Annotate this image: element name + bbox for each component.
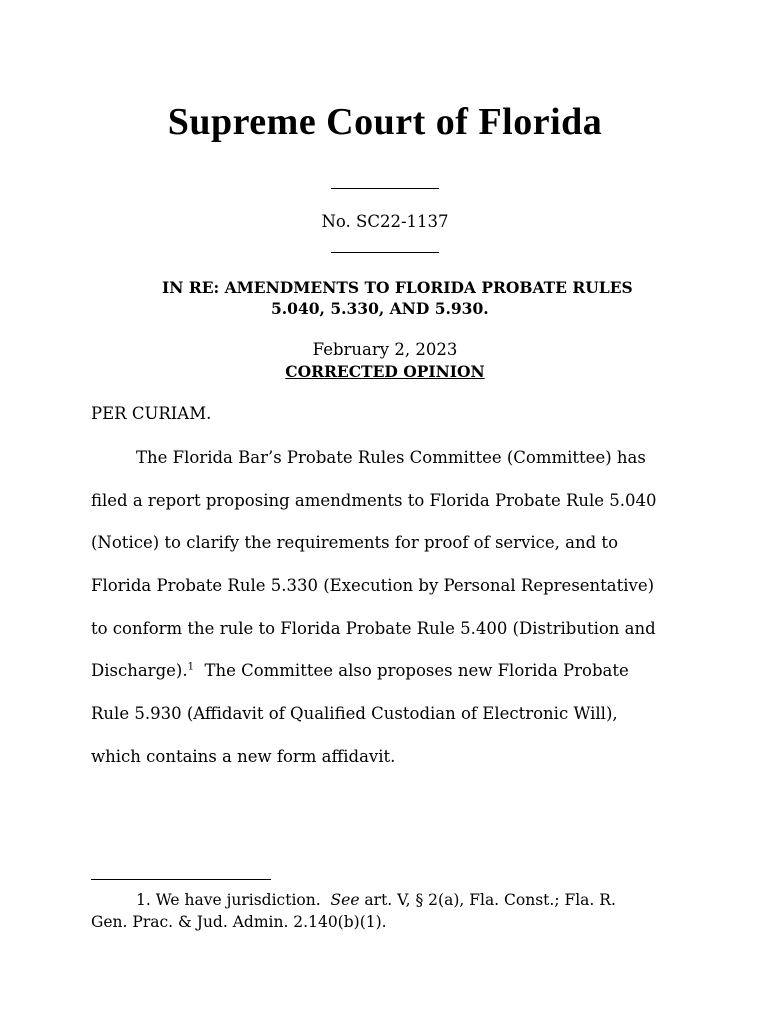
body-line — [91, 660, 691, 703]
body-text: Discharge). — [91, 661, 188, 681]
caption-line-2: 5.040, 5.330, AND 5.930. — [271, 299, 489, 318]
header-rule-bottom — [331, 252, 439, 253]
footnote-line — [91, 889, 681, 911]
opinion-body — [91, 447, 691, 789]
body-line: Rule 5.930 (Affidavit of Qualified Custodian of Electronic Will), — [91, 704, 618, 724]
footnote-number: 1. — [136, 891, 151, 909]
footnote — [91, 889, 681, 933]
court-name-heading: Supreme Court of Florida — [167, 101, 603, 143]
case-number: No. SC22-1137 — [321, 212, 449, 231]
opinion-date: February 2, 2023 — [312, 340, 458, 359]
body-line: (Notice) to clarify the requirements for proof of service, and to — [91, 533, 619, 553]
footnote-text: art. V, § 2(a), Fla. Const.; Fla. R. — [359, 891, 616, 909]
header-rule-top — [331, 188, 439, 189]
footnote-text: We have jurisdiction. — [150, 891, 331, 909]
caption-line-1: IN RE: AMENDMENTS TO FLORIDA PROBATE RULES — [162, 278, 633, 297]
footnote-signal: See — [330, 891, 360, 909]
footnote-reference[interactable]: 1 — [187, 661, 194, 673]
corrected-opinion-label: CORRECTED OPINION — [285, 362, 485, 381]
body-text: The Committee also proposes new Florida Probate — [193, 661, 629, 681]
footnote-separator — [91, 879, 271, 880]
body-line: filed a report proposing amendments to Florida Probate Rule 5.040 — [91, 490, 657, 510]
body-line: The Florida Bar’s Probate Rules Committee (Committee) has — [136, 448, 646, 467]
per-curiam: PER CURIAM. — [91, 404, 212, 423]
footnote-line: Gen. Prac. & Jud. Admin. 2.140(b)(1). — [91, 913, 387, 931]
body-line: to conform the rule to Florida Probate Rule 5.400 (Distribution and — [91, 618, 656, 638]
body-line: which contains a new form affidavit. — [91, 746, 396, 766]
body-line: Florida Probate Rule 5.330 (Execution by Personal Representative) — [91, 576, 655, 596]
